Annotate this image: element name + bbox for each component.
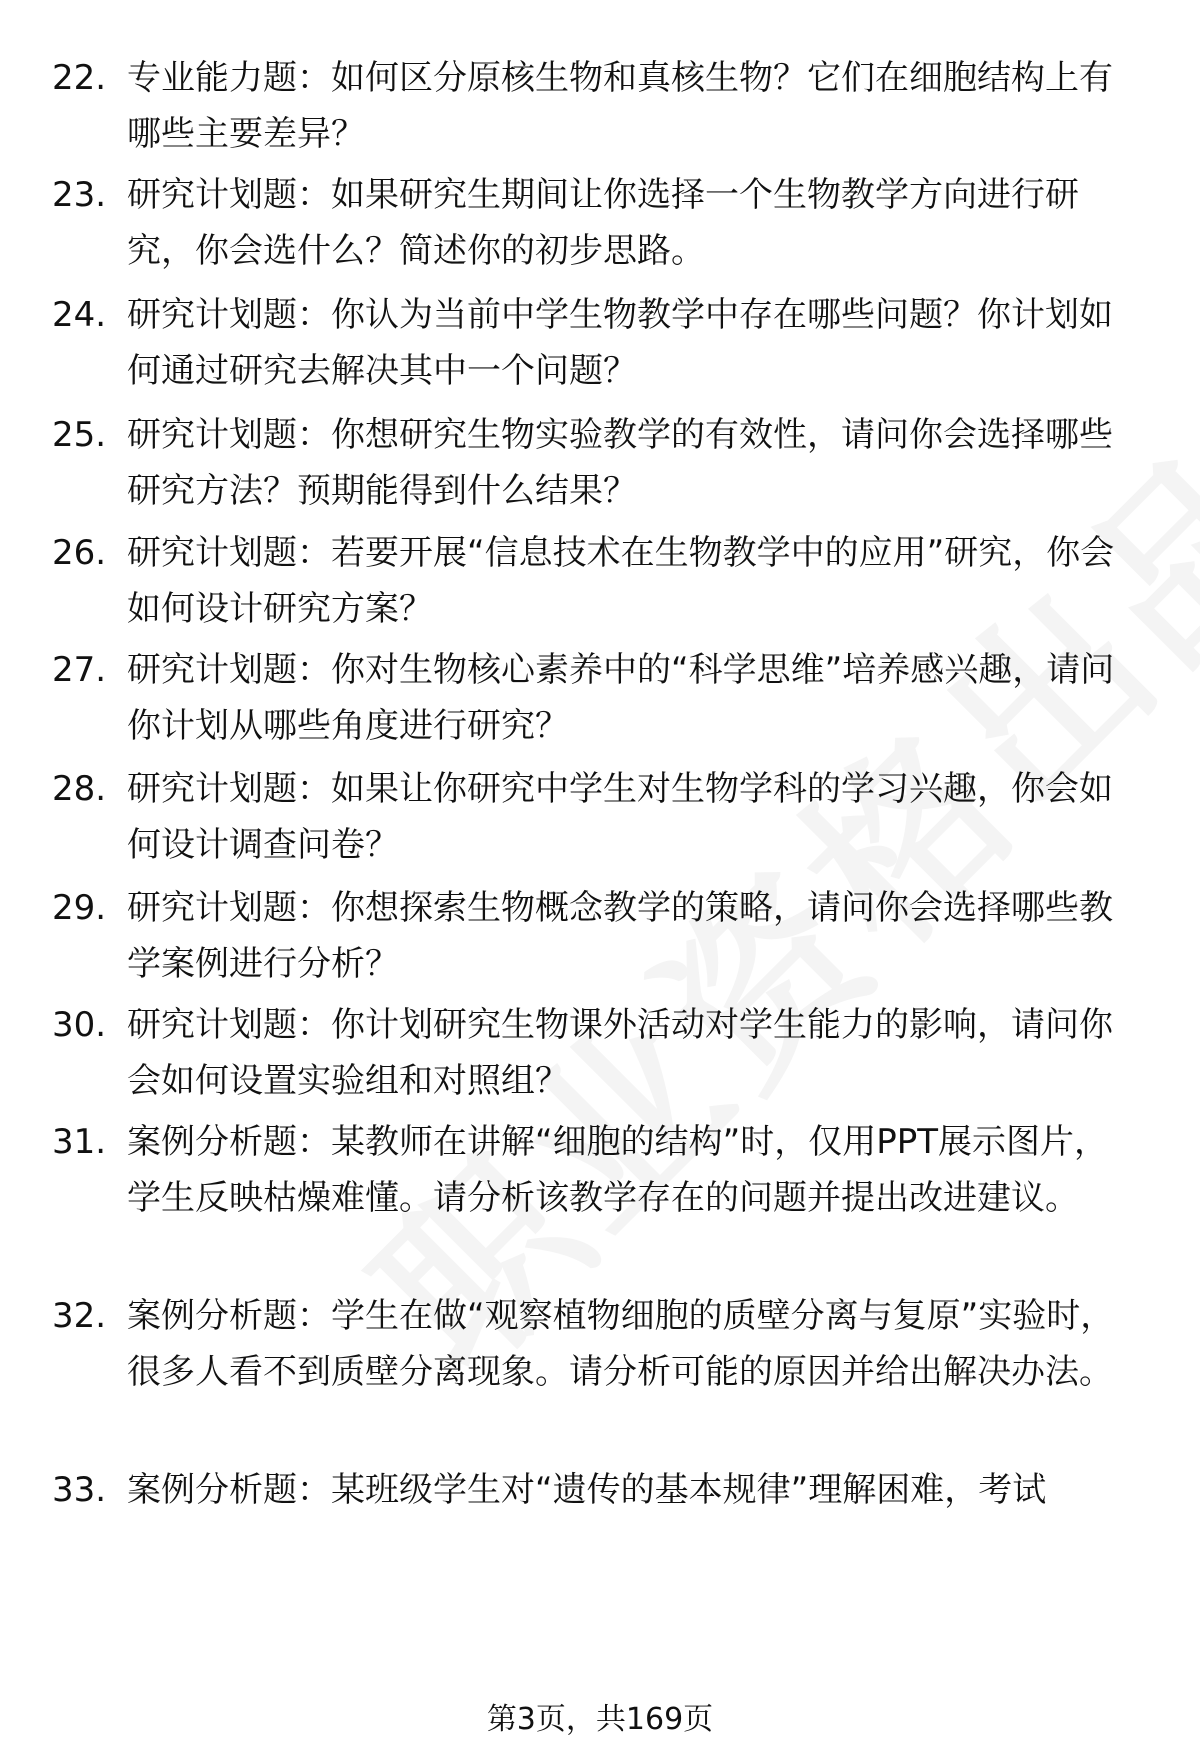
question-number: 31.	[52, 1122, 107, 1162]
question-text: 案例分析题：学生在做“观察植物细胞的质壁分离与复原”实验时，很多人看不到质壁分离现象。请分析可能的原因并给出解决办法。	[127, 1296, 1115, 1392]
question-number: 27.	[52, 650, 107, 690]
page-footer: 第3页，共169页	[486, 1702, 714, 1737]
question-number: 28.	[52, 769, 107, 809]
question-number: 26.	[52, 533, 107, 573]
question-number: 22.	[52, 58, 107, 98]
question-text: 研究计划题：你想探索生物概念教学的策略，请问你会选择哪些教学案例进行分析？	[127, 888, 1113, 984]
question-text: 研究计划题：你计划研究生物课外活动对学生能力的影响，请问你会如何设置实验组和对照组？	[127, 1005, 1113, 1101]
question-text: 研究计划题：如果让你研究中学生对生物学科的学习兴趣，你会如何设计调查问卷？	[127, 769, 1113, 865]
question-text: 案例分析题：某教师在讲解“细胞的结构”时，仅用PPT展示图片，学生反映枯燥难懂。请分析该教学存在的问题并提出改进建议。	[127, 1122, 1109, 1218]
question-number: 29.	[52, 888, 107, 928]
question-text: 研究计划题：如果研究生期间让你选择一个生物教学方向进行研究，你会选什么？简述你的初步思路。	[127, 175, 1079, 271]
question-number: 24.	[52, 295, 107, 335]
question-text: 专业能力题：如何区分原核生物和真核生物？它们在细胞结构上有哪些主要差异？	[127, 58, 1113, 154]
question-text: 研究计划题：你想研究生物实验教学的有效性，请问你会选择哪些研究方法？预期能得到什么结果？	[127, 415, 1113, 511]
question-number: 32.	[52, 1296, 107, 1336]
question-text: 研究计划题：若要开展“信息技术在生物教学中的应用”研究，你会如何设计研究方案？	[127, 533, 1115, 629]
question-number: 23.	[52, 175, 107, 215]
question-number: 33.	[52, 1470, 107, 1510]
question-text: 研究计划题：你认为当前中学生物教学中存在哪些问题？你计划如何通过研究去解决其中一个问题？	[127, 295, 1113, 391]
question-number: 25.	[52, 415, 107, 455]
question-text: 研究计划题：你对生物核心素养中的“科学思维”培养感兴趣，请问你计划从哪些角度进行研究？	[127, 650, 1115, 746]
question-text: 案例分析题：某班级学生对“遗传的基本规律”理解困难，考试	[127, 1470, 1047, 1510]
question-number: 30.	[52, 1005, 107, 1045]
